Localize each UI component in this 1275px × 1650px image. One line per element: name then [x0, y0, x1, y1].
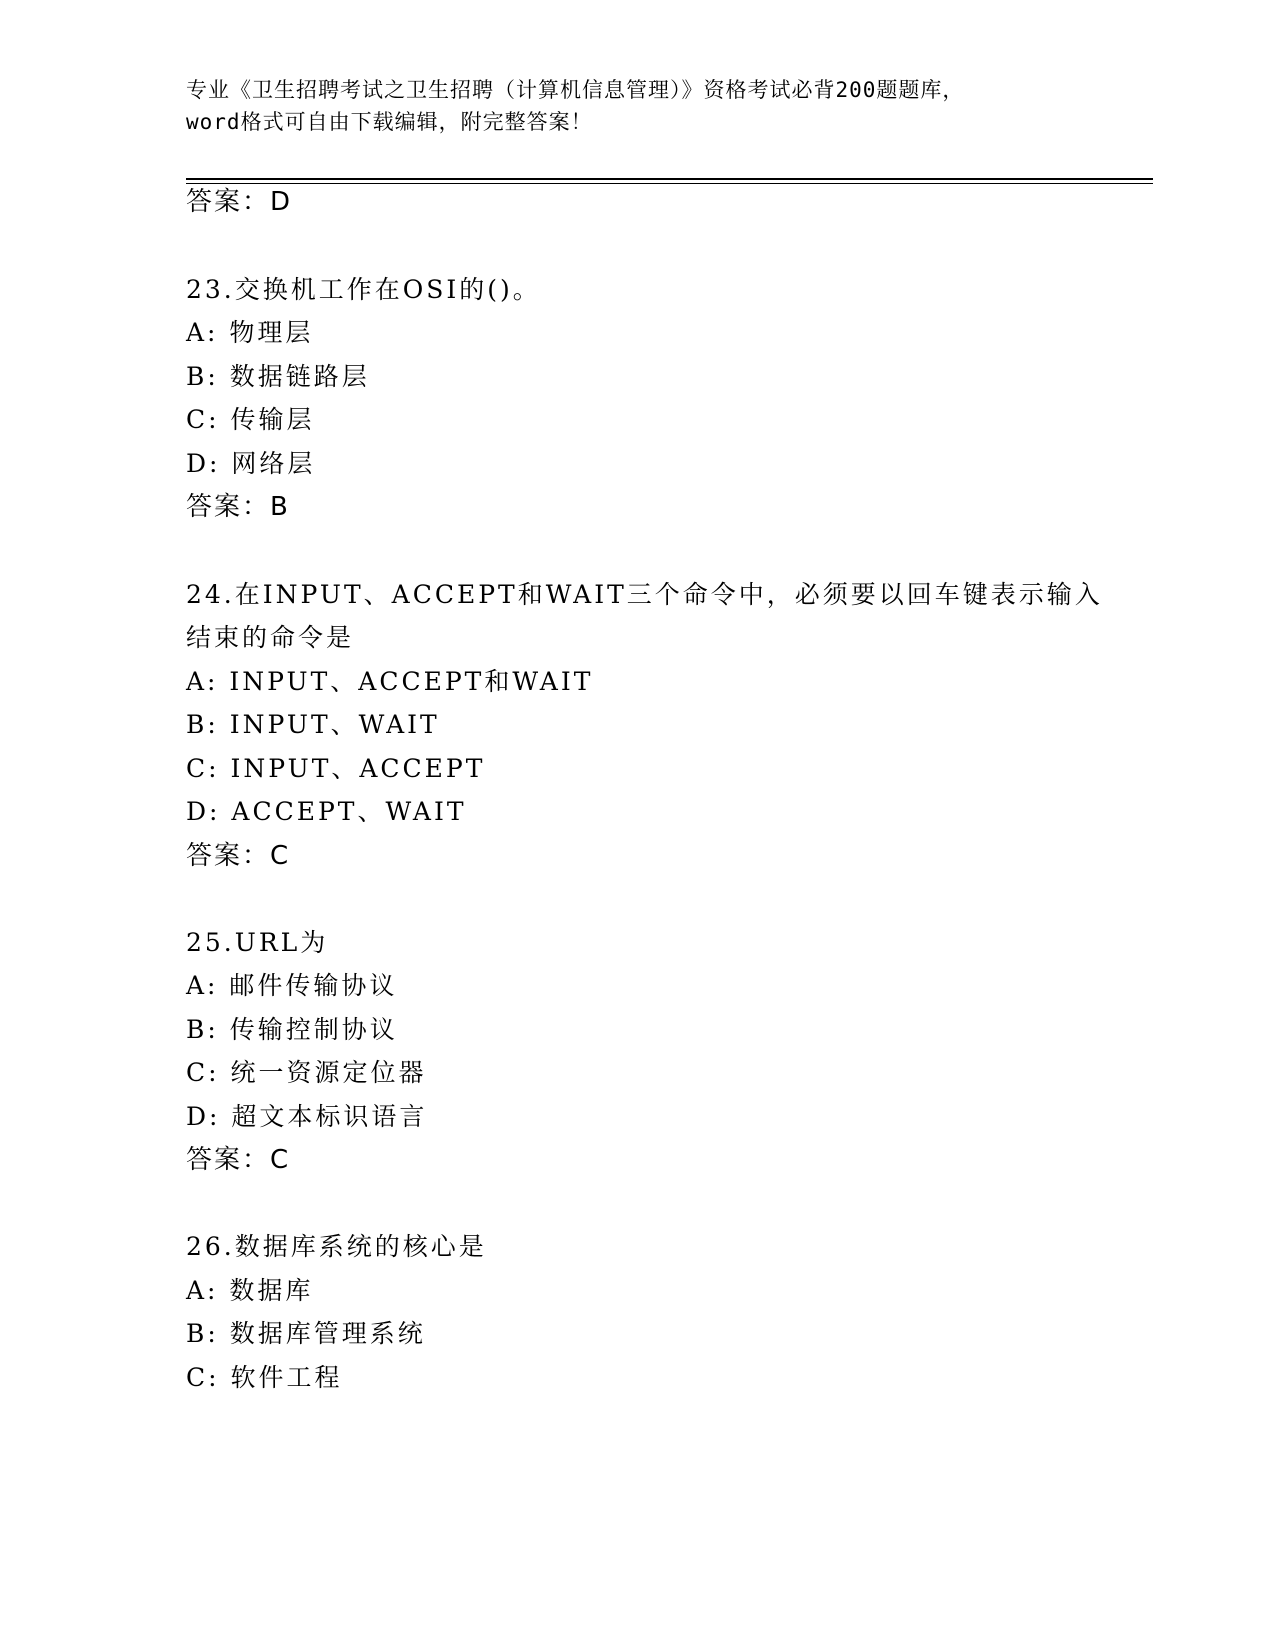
question-25-option-c: C: 统一资源定位器 — [186, 1058, 427, 1087]
question-23-option-d: D: 网络层 — [186, 449, 316, 478]
document-header — [186, 74, 1086, 138]
question-25-option-a: A: 邮件传输协议 — [186, 971, 398, 1000]
question-25-option-b: B: 传输控制协议 — [186, 1015, 398, 1044]
question-23-option-c: C: 传输层 — [186, 405, 315, 434]
question-26-option-a: A: 数据库 — [186, 1276, 314, 1305]
question-26-option-b: B: 数据库管理系统 — [186, 1319, 426, 1348]
header-title-line-2: word格式可自由下载编辑，附完整答案！ — [186, 110, 593, 134]
question-24-answer: 答案：C — [186, 841, 291, 871]
header-title-line-1: 专业《卫生招聘考试之卫生招聘（计算机信息管理）》资格考试必背200题题库， — [186, 78, 965, 102]
question-24-stem-line-2: 结束的命令是 — [186, 623, 355, 652]
question-25-stem: 25.URL为 — [186, 928, 329, 957]
question-24-option-b: B: INPUT、WAIT — [186, 710, 440, 739]
question-25-option-d: D: 超文本标识语言 — [186, 1102, 428, 1131]
previous-answer: 答案：D — [186, 187, 293, 217]
question-24-stem-line-1: 24.在INPUT、ACCEPT和WAIT三个命令中，必须要以回车键表示输入 — [186, 580, 1103, 609]
question-24-option-d: D: ACCEPT、WAIT — [186, 797, 467, 826]
question-26-option-c: C: 软件工程 — [186, 1363, 343, 1392]
header-divider-thin — [186, 183, 1153, 184]
question-26-stem: 26.数据库系统的核心是 — [186, 1232, 487, 1261]
header-divider-thick — [186, 178, 1153, 180]
question-23-option-b: B: 数据链路层 — [186, 362, 370, 391]
question-24-option-a: A: INPUT、ACCEPT和WAIT — [186, 667, 594, 696]
question-23-answer: 答案：B — [186, 492, 290, 522]
question-23-option-a: A: 物理层 — [186, 318, 314, 347]
question-24-option-c: C: INPUT、ACCEPT — [186, 754, 486, 783]
question-23-stem: 23.交换机工作在OSI的()。 — [186, 275, 541, 304]
question-25-answer: 答案：C — [186, 1145, 291, 1175]
